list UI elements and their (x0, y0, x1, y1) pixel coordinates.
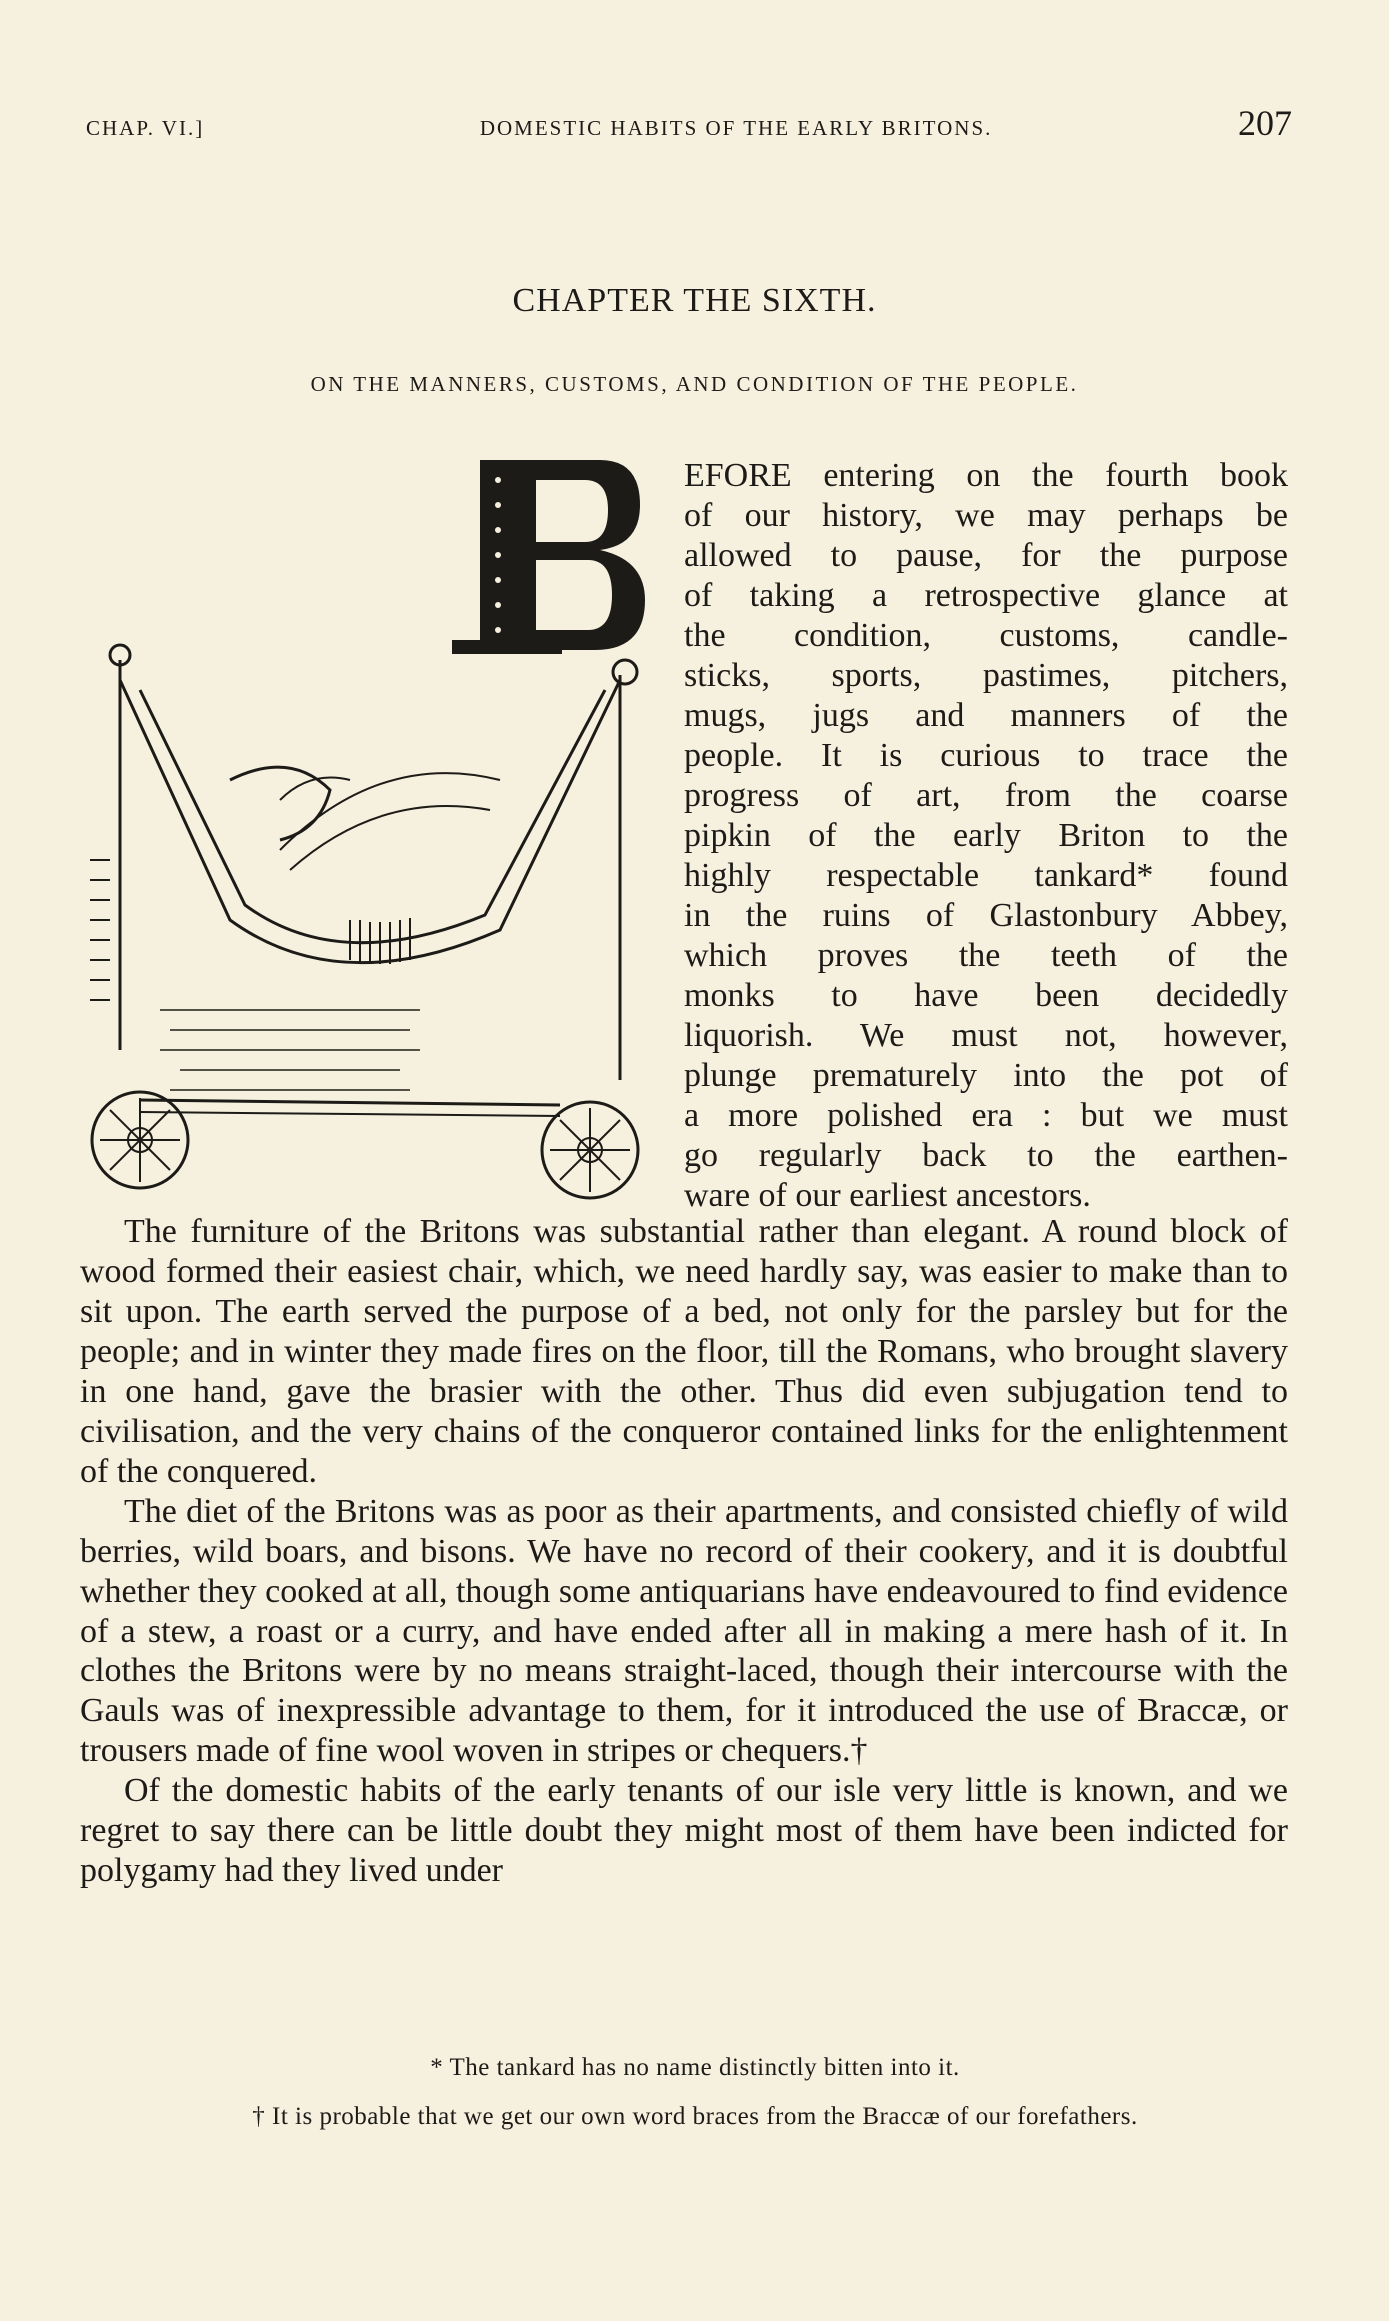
opening-line: liquorish. We must not, however, (684, 1017, 1288, 1054)
opening-line: go regularly back to the earthen- (684, 1137, 1288, 1174)
footnote-tankard: * The tankard has no name distinctly bitten into it. (430, 2054, 960, 2081)
opening-line: people. It is curious to trace the (684, 737, 1288, 774)
opening-line: plunge prematurely into the pot of (684, 1057, 1288, 1094)
opening-line: of taking a retrospective glance at (684, 577, 1288, 614)
paragraph-diet: The diet of the Britons was as poor as their apartments, and consisted chiefly of wild berries, wild boars, and bisons. We have no record of their cookery, and it is doubtful whether they cooked at all, though some antiquarians have endeavoured to find evidence of a stew, a roast or a curry, and have ended after all in making a mere hash of it. In clothes the Britons were by no means straight-laced, though their intercourse with the Gauls was of inexpressible advantage to them, for it introduced the use of Braccæ, or trousers made of fine wool woven in stripes or chequers.† (80, 1492, 1288, 1770)
opening-line: pipkin of the early Briton to the (684, 817, 1288, 854)
opening-line: which proves the teeth of the (684, 937, 1288, 974)
chapter-title: CHAPTER THE SIXTH. (512, 282, 877, 319)
footnote-braccae: † It is probable that we get our own word braces from the Braccæ of our forefathers. (252, 2103, 1138, 2130)
main-body-text (80, 1212, 1288, 1891)
opening-paragraph (684, 456, 1288, 1216)
paragraph-furniture: The furniture of the Britons was substantial rather than elegant. A round block of wood formed their easiest chair, which, we need hardly say, was easier to make than to sit upon. The earth served the purpose of a bed, not only for the parsley but for the people; and in winter they made fires on the floor, till the Romans, who brought slavery in one hand, gave the brasier with the other. Thus did even subjugation tend to civilisation, and the very chains of the conqueror contained links for the enlightenment of the conquered. (80, 1213, 1288, 1490)
page-number: 207 (1238, 103, 1292, 143)
opening-line: progress of art, from the coarse (684, 777, 1288, 814)
opening-line: a more polished era : but we must (684, 1097, 1288, 1134)
opening-line: allowed to pause, for the purpose (684, 537, 1288, 574)
initial-letter-b (452, 460, 645, 654)
footnotes (120, 2052, 1270, 2150)
chapter-reference: CHAP. VI.] (86, 116, 205, 140)
opening-line: EFORE entering on the fourth book (684, 457, 1288, 494)
opening-line: ware of our earliest ancestors. (684, 1177, 1091, 1214)
boat-illustration (90, 645, 638, 1198)
paragraph-domestic-habits: Of the domestic habits of the early tenants of our isle very little is known, and we regret to say there can be little doubt they might most of them have been indicted for polygamy had they lived under (80, 1772, 1288, 1890)
decorated-initial-b-icon (80, 450, 680, 1210)
chapter-subtitle: ON THE MANNERS, CUSTOMS, AND CONDITION OF THE PEOPLE. (310, 372, 1079, 396)
running-title: DOMESTIC HABITS OF THE EARLY BRITONS. (479, 116, 993, 140)
opening-line: highly respectable tankard* found (684, 857, 1288, 894)
opening-line: mugs, jugs and manners of the (684, 697, 1288, 734)
running-header (86, 102, 1292, 148)
opening-line: in the ruins of Glastonbury Abbey, (684, 897, 1288, 934)
opening-line: of our history, we may perhaps be (684, 497, 1288, 534)
opening-line: monks to have been decidedly (684, 977, 1288, 1014)
opening-line: sticks, sports, pastimes, pitchers, (684, 657, 1288, 694)
opening-line: the condition, customs, candle- (684, 617, 1288, 654)
